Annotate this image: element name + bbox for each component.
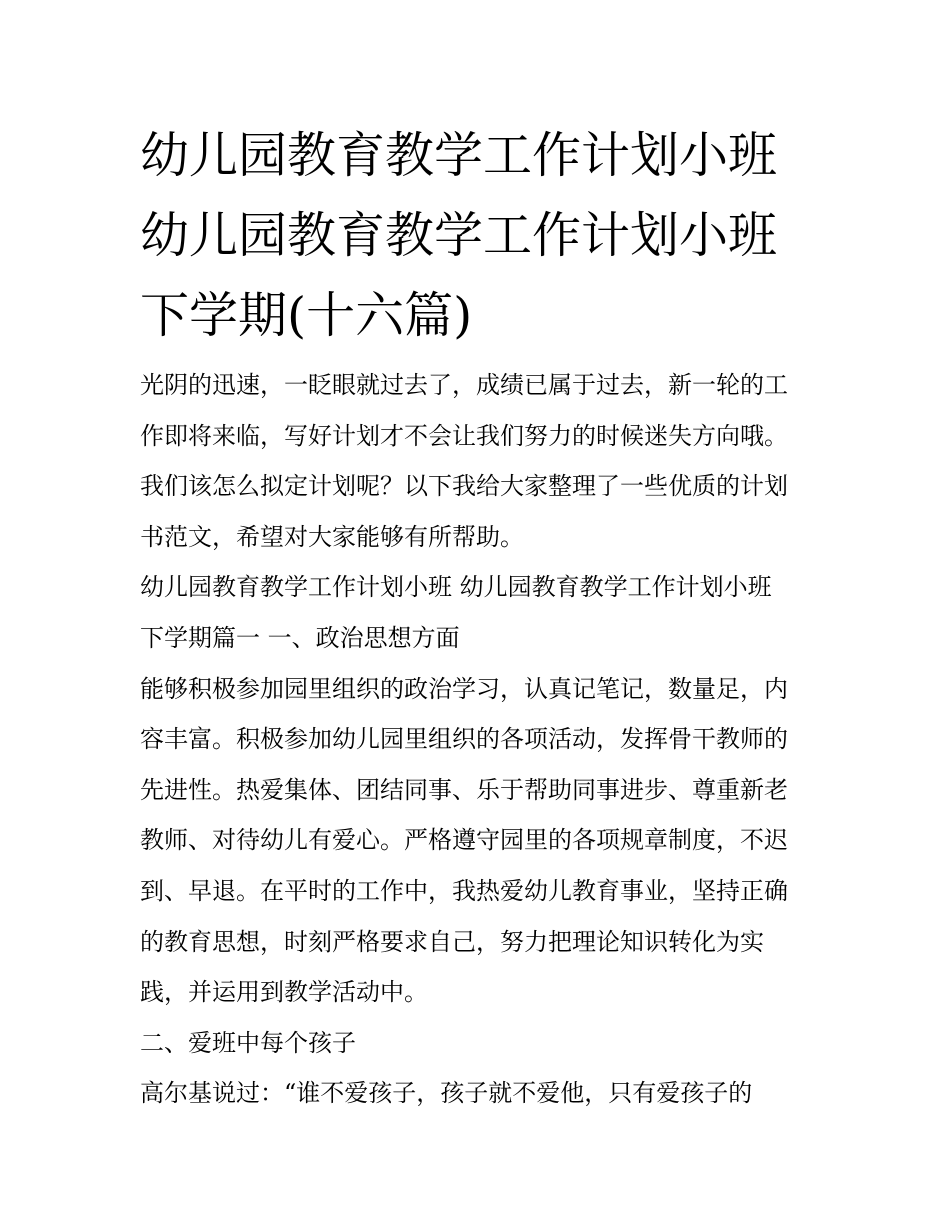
body-line: 教师、对待幼儿有爱心。严格遵守园里的各项规章制度，不迟 [140,826,788,855]
body-line: 的教育思想，时刻严格要求自己，努力把理论知识转化为实 [140,927,764,956]
body-line: 容丰富。积极参加幼儿园里组织的各项活动，发挥骨干教师的 [140,725,788,754]
body-line: 作即将来临，写好计划才不会让我们努力的时候迷失方向哦。 [140,421,788,450]
title-line: 幼儿园教育教学工作计划小班 [140,127,778,184]
section-heading: 幼儿园教育教学工作计划小班 幼儿园教育教学工作计划小班 [140,573,772,602]
body-line: 书范文，希望对大家能够有所帮助。 [140,522,524,551]
title-line: 幼儿园教育教学工作计划小班 [140,207,778,264]
section-heading: 二、爱班中每个孩子 [140,1028,356,1057]
body-line: 我们该怎么拟定计划呢？以下我给大家整理了一些优质的计划 [140,472,788,501]
body-line: 践，并运用到教学活动中。 [140,978,428,1007]
body-line: 能够积极参加园里组织的政治学习，认真记笔记，数量足，内 [140,674,788,703]
section-heading: 下学期篇一 一、政治思想方面 [140,623,460,652]
title-line: 下学期(十六篇) [140,287,473,344]
body-line: 光阴的迅速，一眨眼就过去了，成绩已属于过去，新一轮的工 [140,371,788,399]
body-line: 高尔基说过：“谁不爱孩子，孩子就不爱他，只有爱孩子的 [140,1079,753,1108]
body-line: 先进性。热爱集体、团结同事、乐于帮助同事进步、尊重新老 [140,775,788,804]
document-title [140,116,820,356]
body-line: 到、早退。在平时的工作中，我热爱幼儿教育事业，坚持正确 [140,876,788,905]
document-body [140,360,820,1119]
